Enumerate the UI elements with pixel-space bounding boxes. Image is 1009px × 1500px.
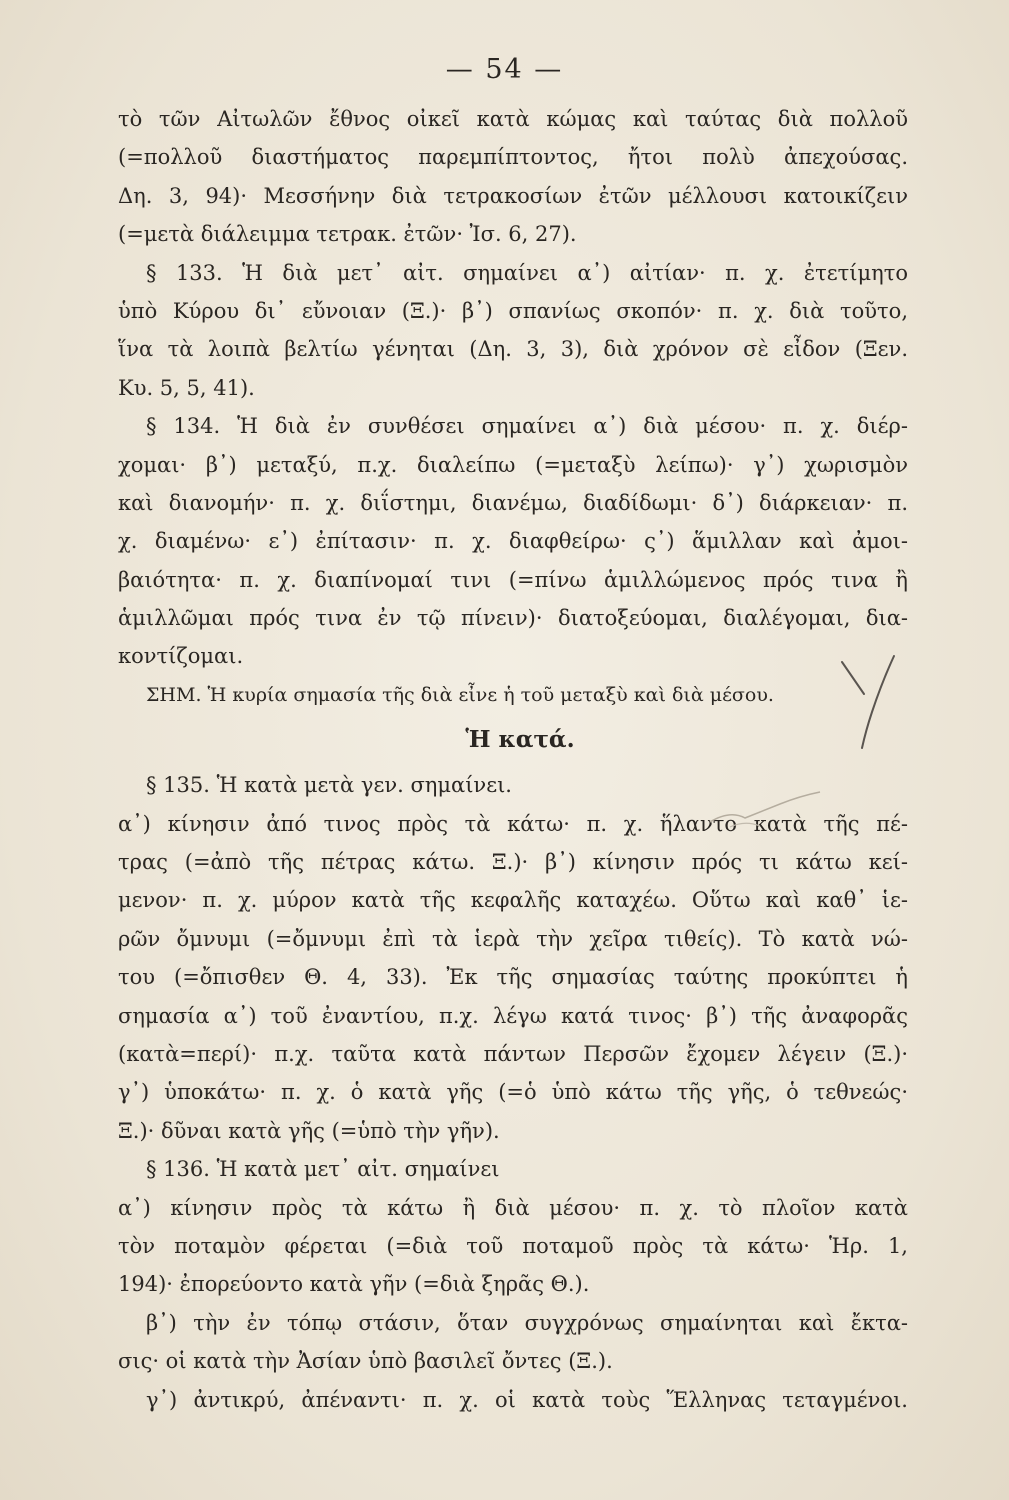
text-line: σις· οἱ κατὰ τὴν Ἀσίαν ὑπὸ βασιλεῖ ὄντες (Ξ.). (118, 1349, 613, 1374)
section-134-start: § 134. Ἡ διὰ ἐν συνθέσει σημαίνει α᾽) διὰ μέσου· π. χ. διέρ- (146, 414, 908, 439)
text-line: Κυ. 5, 5, 41). (118, 375, 255, 400)
text-line: Δη. 3, 94)· Μεσσήνην διὰ τετρακοσίων ἐτῶν μέλλουσι κατοικίζειν (118, 183, 908, 208)
text-line: κοντίζομαι. (118, 644, 244, 669)
text-line: βαιότητα· π. χ. διαπίνομαί τινι (=πίνω ἁμιλλώμενος πρός τινα ἢ (118, 567, 908, 592)
text-line: Ξ.)· δῦναι κατὰ γῆς (=ὑπὸ τὴν γῆν). (118, 1118, 500, 1143)
pencil-smudge (690, 782, 830, 842)
section-133-start: § 133. Ἡ διὰ μετ᾽ αἰτ. σημαίνει α᾽) αἰτίαν· π. χ. ἐτετίμητο (146, 260, 908, 285)
text-line: σημασία α᾽) τοῦ ἐναντίου, π.χ. λέγω κατά τινος· β᾽) τῆς ἀναφορᾶς (118, 1003, 908, 1028)
text-line: γ᾽) ἀντικρύ, ἀπέναντι· π. χ. οἱ κατὰ τοὺς Ἕλληνας τεταγμένοι. (146, 1387, 908, 1412)
section-136-start: § 136. Ἡ κατὰ μετ᾽ αἰτ. σημαίνει (146, 1157, 500, 1182)
section-heading (118, 714, 908, 766)
text-line: γ᾽) ὑποκάτω· π. χ. ὁ κατὰ γῆς (=ὁ ὑπὸ κάτω τῆς γῆς, ὁ τεθνεώς· (118, 1080, 908, 1105)
text-line: τὸν ποταμὸν φέρεται (=διὰ τοῦ ποταμοῦ πρὸς τὰ κάτω· Ἡρ. 1, (118, 1233, 908, 1258)
text-line: (κατὰ=περί)· π.χ. ταῦτα κατὰ πάντων Περσῶν ἔχομεν λέγειν (Ξ.)· (118, 1041, 908, 1066)
text-line: τρας (=ἀπὸ τῆς πέτρας κάτω. Ξ.)· β᾽) κίνησιν πρός τι κάτω κεί- (118, 850, 908, 875)
handwritten-check-mark (832, 652, 902, 752)
text-line: ὑπὸ Κύρου δι᾽ εὔνοιαν (Ξ.)· β᾽) σπανίως σκοπόν· π. χ. διὰ τοῦτο, (118, 298, 908, 323)
heading-text: Ἡ κατά. (465, 726, 575, 754)
text-line: 194)· ἐπορεύοντο κατὰ γῆν (=διὰ ξηρᾶς Θ.). (118, 1272, 590, 1297)
text-line: χομαι· β᾽) μεταξύ, π.χ. διαλείπω (=μεταξὺ λείπω)· γ᾽) χωρισμὸν (118, 452, 908, 477)
text-line: μενον· π. χ. μύρον κατὰ τῆς κεφαλῆς καταχέω. Οὕτω καὶ καθ᾽ ἱε- (118, 888, 908, 913)
text-line: ρῶν ὄμνυμι (=ὄμνυμι ἐπὶ τὰ ἱερὰ τὴν χεῖρα τιθείς). Τὸ κατὰ νώ- (118, 926, 908, 951)
section-135-start: § 135. Ἡ κατὰ μετὰ γεν. σημαίνει. (146, 773, 512, 798)
text-line: τὸ τῶν Αἰτωλῶν ἔθνος οἰκεῖ κατὰ κώμας καὶ ταύτας διὰ πολλοῦ (118, 107, 908, 131)
text-line: χ. διαμένω· ε᾽) ἐπίτασιν· π. χ. διαφθείρω· ς᾽) ἅμιλλαν καὶ ἀμοι- (118, 529, 908, 554)
page-text (118, 100, 908, 1419)
text-line: ἵνα τὰ λοιπὰ βελτίω γένηται (Δη. 3, 3), διὰ χρόνον σὲ εἶδον (Ξεν. (118, 337, 908, 362)
text-line: β᾽) τὴν ἐν τόπῳ στάσιν, ὅταν συγχρόνως σημαίνηται καὶ ἔκτα- (146, 1310, 908, 1335)
page-number: — 54 — (445, 54, 564, 85)
text-line: (=μετὰ διάλειμμα τετρακ. ἐτῶν· Ἰσ. 6, 27). (118, 222, 577, 247)
text-line: (=πολλοῦ διαστήματος παρεμπίπτοντος, ἤτοι πολὺ ἀπεχούσας. (118, 145, 908, 170)
note-line: ΣΗΜ. Ἡ κυρία σημασία τῆς διὰ εἶνε ἡ τοῦ μεταξὺ καὶ διὰ μέσου. (146, 683, 774, 706)
text-line: του (=ὄπισθεν Θ. 4, 33). Ἐκ τῆς σημασίας ταύτης προκύπτει ἡ (118, 965, 908, 990)
text-line: καὶ διανομήν· π. χ. διΐστημι, διανέμω, διαδίδωμι· δ᾽) διάρκειαν· π. (118, 490, 908, 515)
text-line: α᾽) κίνησιν πρὸς τὰ κάτω ἢ διὰ μέσου· π. χ. τὸ πλοῖον κατὰ (118, 1195, 908, 1220)
text-line: ἁμιλλῶμαι πρός τινα ἐν τῷ πίνειν)· διατοξεύομαι, διαλέγομαι, δια- (118, 606, 908, 631)
text-line: α᾽) κίνησιν ἀπό τινος πρὸς τὰ κάτω· π. χ. ἥλαντο κατὰ τῆς πέ- (118, 811, 908, 836)
